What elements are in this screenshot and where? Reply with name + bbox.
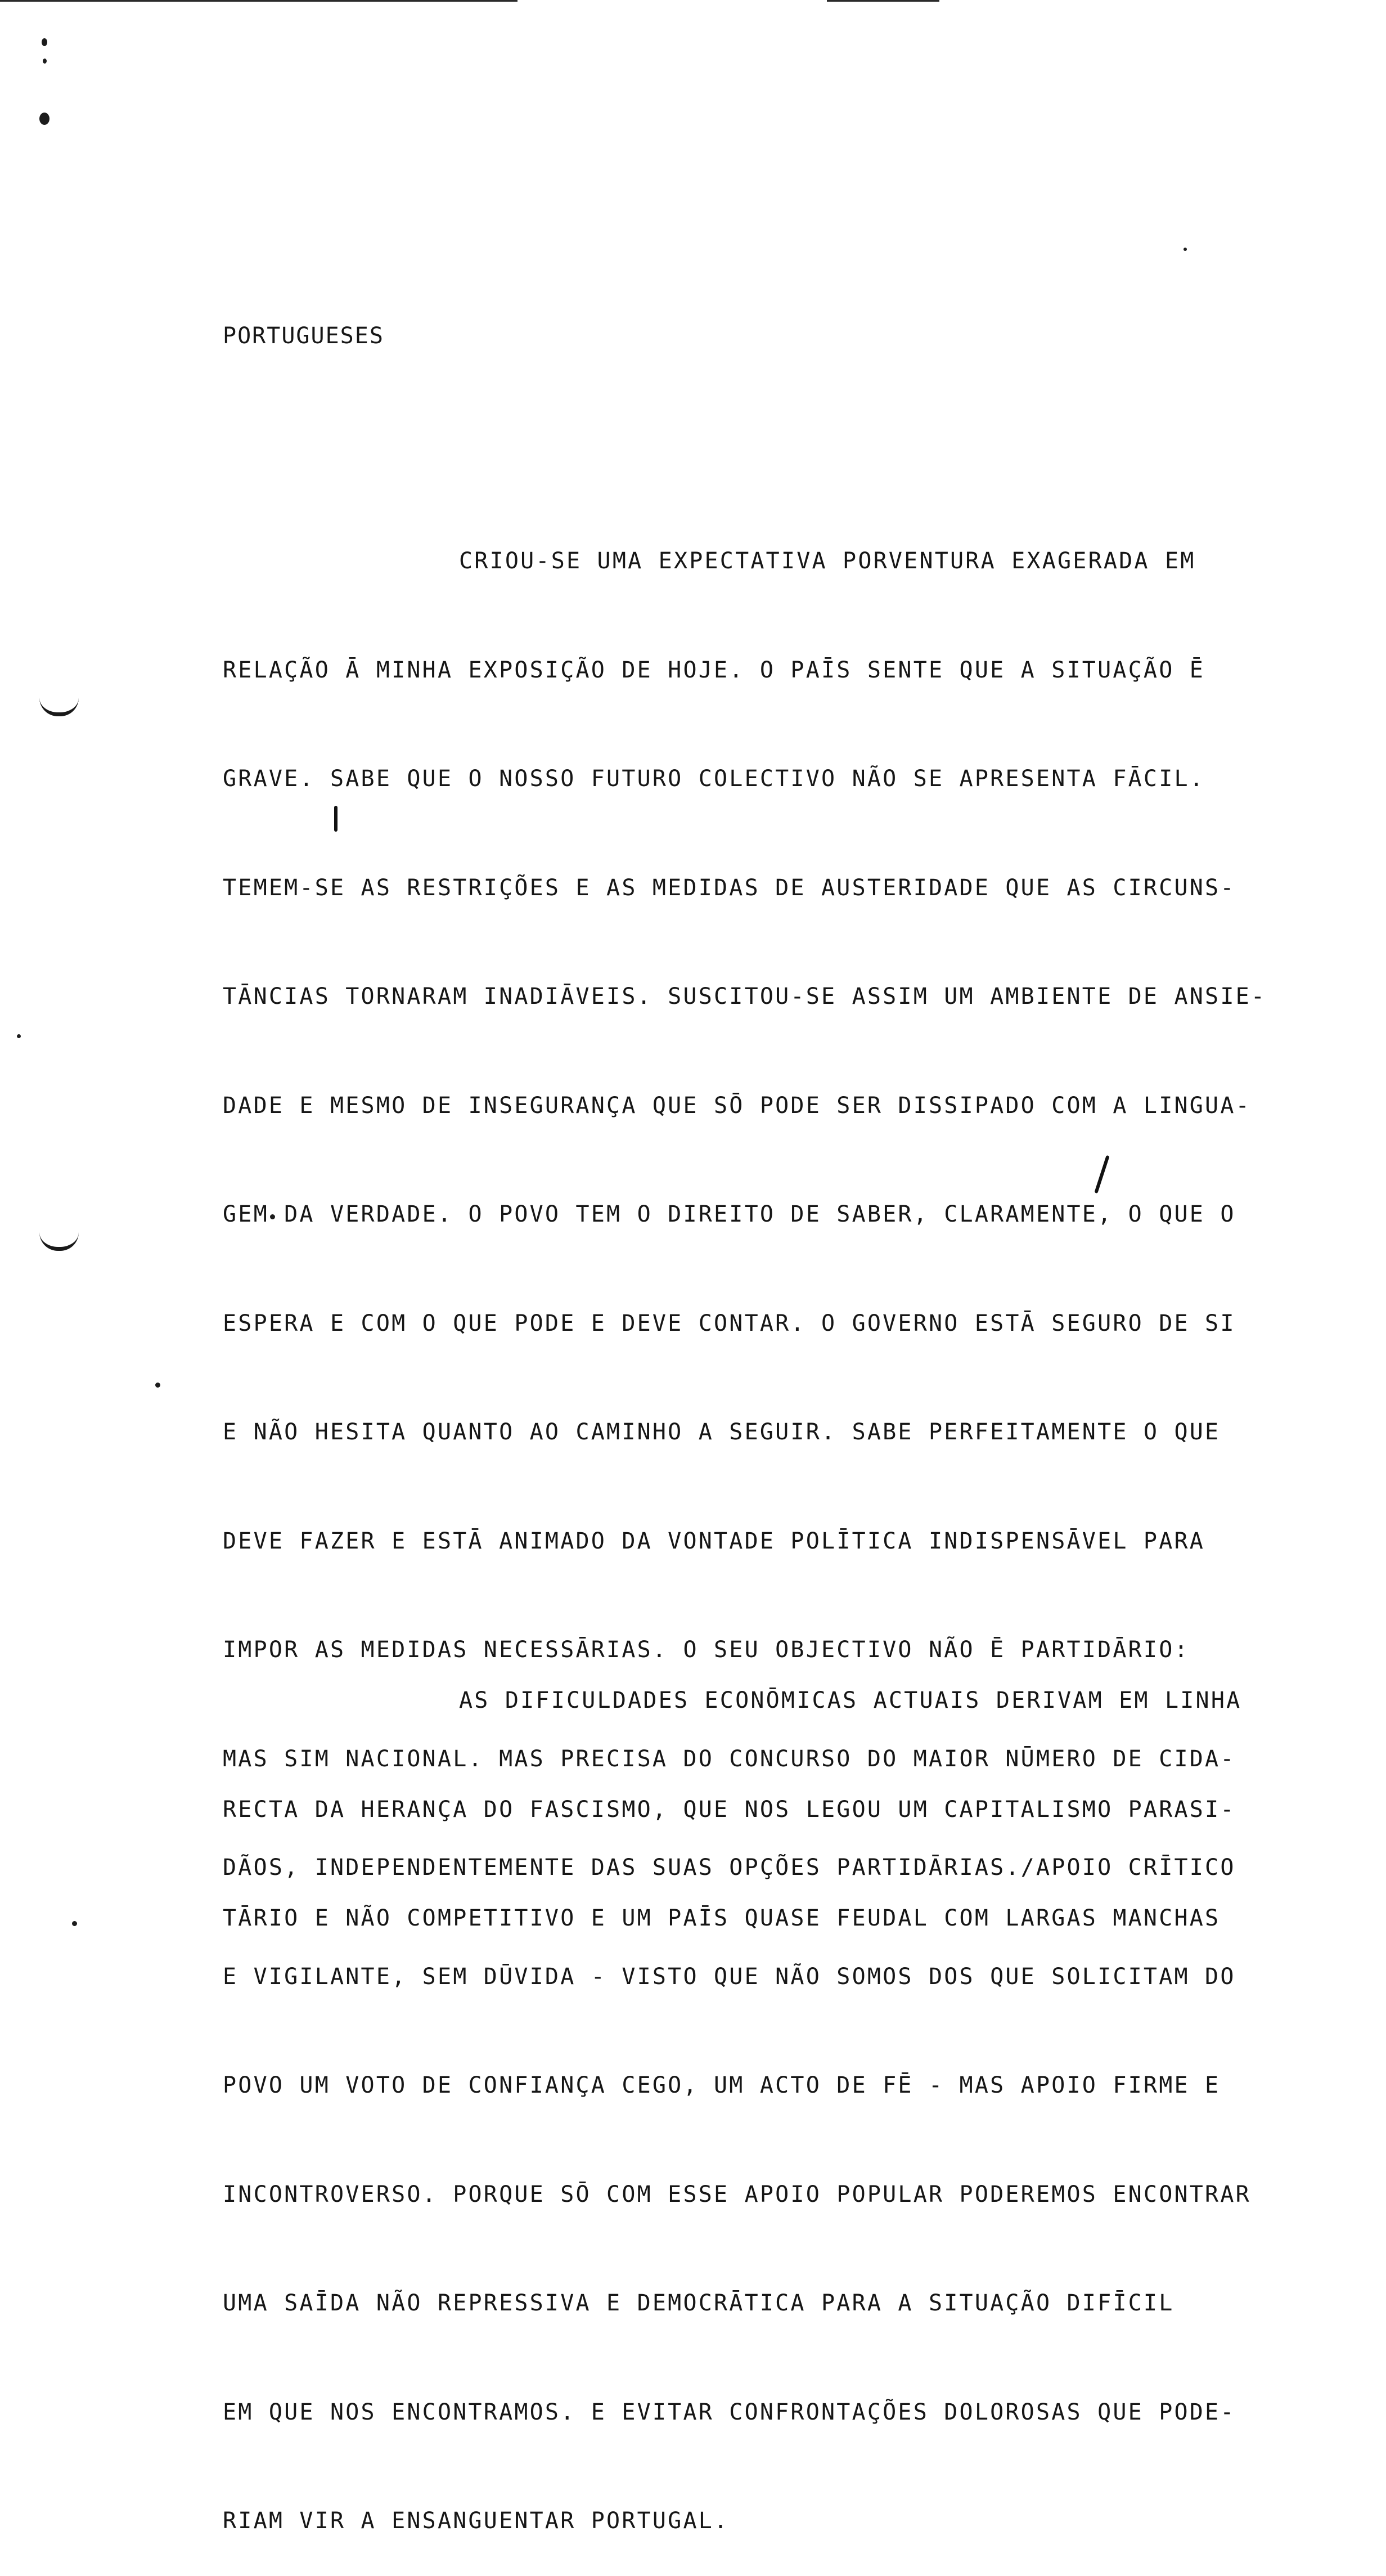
text-line: E VIGILANTE, SEM DŪVIDA - VISTO QUE NÃO SOMOS DOS QUE SOLICITAM DO [223, 1963, 1236, 1990]
text-line: CRIOU-SE UMA EXPECTATIVA PORVENTURA EXAGERADA EM [459, 548, 1196, 574]
text-line: POVO UM VOTO DE CONFIANÇA CEGO, UM ACTO DE FĒ - MAS APOIO FIRME E [223, 2072, 1221, 2098]
text-line: DADE E MESMO DE INSEGURANÇA QUE SŌ PODE SER DISSIPADO COM A LINGUA- [223, 1092, 1251, 1119]
document-heading: PORTUGUESES [223, 323, 384, 349]
text-line: EM QUE NOS ENCONTRAMOS. E EVITAR CONFRONTAÇÕES DOLOROSAS QUE PODE- [223, 2399, 1236, 2425]
text-line: TEMEM-SE AS RESTRIÇÕES E AS MEDIDAS DE AUSTERIDADE QUE AS CIRCUNS- [223, 874, 1236, 901]
speck [155, 1383, 160, 1388]
body-paragraph-2 [223, 1621, 1241, 1973]
text-line: RELAÇÃO Ā MINHA EXPOSIÇÃO DE HOJE. O PAĪS SENTE QUE A SITUAÇÃO Ē [223, 657, 1205, 683]
text-line: DEVE FAZER E ESTĀ ANIMADO DA VONTADE POLĪTICA INDISPENSĀVEL PARA [223, 1528, 1205, 1554]
body-paragraph-1 [223, 481, 1266, 2576]
speck [17, 1034, 21, 1038]
text-line: RIAM VIR A ENSANGUENTAR PORTUGAL. [223, 2508, 730, 2534]
text-line: RECTA DA HERANÇA DO FASCISMO, QUE NOS LEGOU UM CAPITALISMO PARASI- [223, 1796, 1236, 1823]
text-line: TĀNCIAS TORNARAM INADIĀVEIS. SUSCITOU-SE ASSIM UM AMBIENTE DE ANSIE- [223, 984, 1267, 1009]
punch-mark [39, 113, 50, 125]
punch-mark [42, 38, 47, 46]
text-line: AS DIFICULDADES ECONŌMICAS ACTUAIS DERIVAM EM LINHA [459, 1688, 1242, 1713]
speck [1184, 248, 1187, 251]
scan-edge-line [0, 0, 518, 2]
text-line: UMA SAĪDA NÃO REPRESSIVA E DEMOCRĀTICA PARA A SITUAÇÃO DIFĪCIL [223, 2290, 1174, 2316]
text-line: GRAVE. SABE QUE O NOSSO FUTURO COLECTIVO NÃO SE APRESENTA FĀCIL. [223, 766, 1205, 792]
binder-hole-mark [39, 1232, 79, 1251]
text-line: INCONTROVERSO. PORQUE SŌ COM ESSE APOIO POPULAR PODEREMOS ENCONTRAR [223, 2181, 1251, 2207]
text-line: DÃOS, INDEPENDENTEMENTE DAS SUAS OPÇÕES PARTIDĀRIAS./APOIO CRĪTICO [223, 1855, 1236, 1881]
text-line: GEM DA VERDADE. O POVO TEM O DIREITO DE SABER, CLARAMENTE, O QUE O [223, 1201, 1236, 1227]
punch-mark [43, 59, 47, 64]
handwritten-insertion-mark [334, 806, 338, 832]
scan-edge-line [827, 0, 939, 2]
text-line: ESPERA E COM O QUE PODE E DEVE CONTAR. O GOVERNO ESTĀ SEGURO DE SI [223, 1310, 1236, 1336]
text-line: E NÃO HESITA QUANTO AO CAMINHO A SEGUIR. SABE PERFEITAMENTE O QUE [223, 1419, 1221, 1445]
speck [72, 1921, 77, 1926]
text-line: TĀRIO E NÃO COMPETITIVO E UM PAĪS QUASE FEUDAL COM LARGAS MANCHAS [223, 1905, 1221, 1931]
text-line: MAS SIM NACIONAL. MAS PRECISA DO CONCURSO DO MAIOR NŪMERO DE CIDA- [223, 1745, 1236, 1772]
text-line: IMPOR AS MEDIDAS NECESSĀRIAS. O SEU OBJECTIVO NÃO Ē PARTIDĀRIO: [223, 1637, 1190, 1663]
binder-hole-mark [39, 698, 79, 716]
